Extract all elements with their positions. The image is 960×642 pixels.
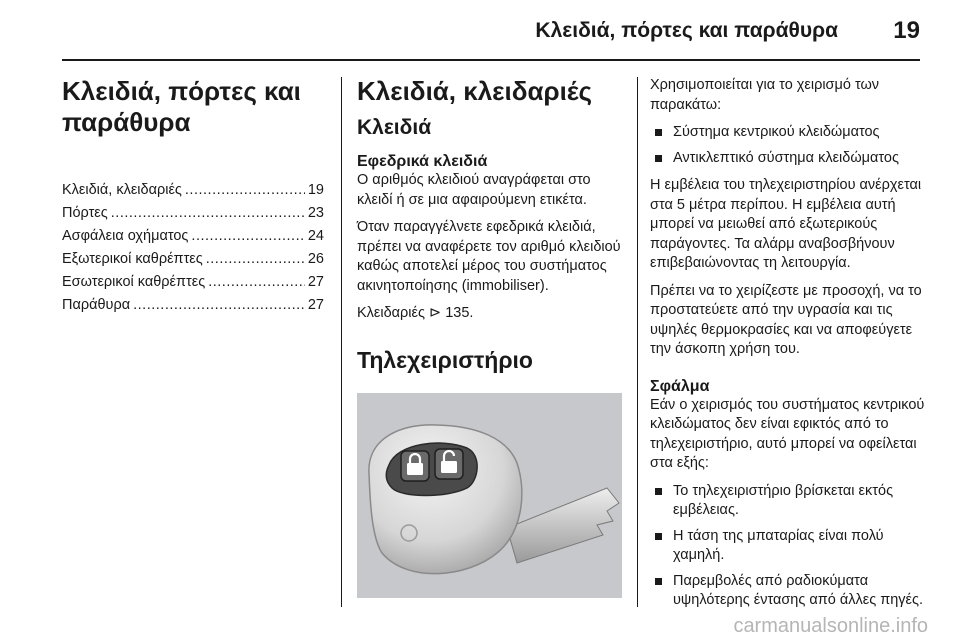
fault-causes-list <box>650 482 925 611</box>
toc-label: Εσωτερικοί καθρέπτες <box>62 274 206 290</box>
keys-section <box>357 76 622 374</box>
toc-entry[interactable] <box>62 297 324 320</box>
chapter-title: Κλειδιά, πόρτες και παράθυρα <box>62 76 301 137</box>
toc-label: Παράθυρα <box>62 297 131 313</box>
header-divider <box>62 59 920 61</box>
toc-page: 27 <box>307 274 324 290</box>
toc-leader <box>133 297 305 313</box>
paragraph: Χρησιμοποιείται για το χειρισμό των παρακάτω: <box>650 77 880 113</box>
table-of-contents <box>62 182 324 320</box>
locks-reference[interactable] <box>357 304 622 324</box>
toc-entry[interactable] <box>62 205 324 228</box>
list-item: Παρεμβολές από ραδιοκύματα υψηλότερης έντασης από άλλες πηγές. <box>650 572 925 611</box>
remote-control-details <box>650 76 925 619</box>
toc-entry[interactable] <box>62 182 324 205</box>
list-item: Η τάση της μπαταρίας είναι πολύ χαμηλή. <box>650 527 925 566</box>
toc-page: 26 <box>307 251 324 267</box>
paragraph: Όταν παραγγέλνετε εφεδρικά κλειδιά, πρέπει να αναφέρετε τον αριθμό κλειδιού καθώς αποτελεί μέρος του συστήματος ακινητοποίησης (immobiliser). <box>357 219 621 294</box>
toc-entry[interactable] <box>62 251 324 274</box>
reference-page: 135. <box>445 305 474 321</box>
paragraph: Ο αριθμός κλειδιού αναγράφεται στο κλειδί ή σε μια αφαιρούμενη ετικέτα. <box>357 172 591 208</box>
arrow-icon: ⊳ <box>429 305 442 321</box>
toc-leader <box>185 182 305 198</box>
toc-label: Ασφάλεια οχήματος <box>62 228 189 244</box>
section-title: Κλειδιά, κλειδαριές <box>357 76 593 106</box>
list-item: Αντικλεπτικό σύστημα κλειδώματος <box>650 149 925 169</box>
column-divider-2 <box>637 77 638 607</box>
toc-leader <box>206 251 305 267</box>
column-divider-1 <box>341 77 342 607</box>
toc-page: 23 <box>307 205 324 221</box>
list-item: Το τηλεχειριστήριο βρίσκεται εκτός εμβέλειας. <box>650 482 925 521</box>
paragraph: Εάν ο χειρισμός του συστήματος κεντρικού κλειδώματος δεν είναι εφικτός από το τηλεχειριστήριο, αυτό μπορεί να οφείλεται στα εξής: <box>650 396 925 471</box>
toc-entry[interactable] <box>62 274 324 297</box>
spare-keys-heading: Εφεδρικά κλειδιά <box>357 153 488 170</box>
list-item: Σύστημα κεντρικού κλειδώματος <box>650 123 925 143</box>
chapter-contents <box>62 76 324 320</box>
toc-label: Εξωτερικοί καθρέπτες <box>62 251 203 267</box>
toc-page: 27 <box>307 297 324 313</box>
paragraph: Η εμβέλεια του τηλεχειριστηρίου ανέρχεται στα 5 μέτρα περίπου. Η εμβέλεια αυτή μπορεί να μειωθεί από εξωτερικούς παράγοντες. Τα αλάρμ αναβοσβήνουν επιβεβαιώνοντας τη λειτουργία. <box>650 177 922 271</box>
running-header-title: Κλειδιά, πόρτες και παράθυρα <box>535 19 838 42</box>
toc-leader <box>191 228 304 244</box>
toc-page: 19 <box>307 182 324 198</box>
fault-heading: Σφάλμα <box>650 377 710 395</box>
subsection-title: Κλειδιά <box>357 116 432 139</box>
page-number: 19 <box>893 17 920 44</box>
toc-entry[interactable] <box>62 228 324 251</box>
toc-label: Κλειδιά, κλειδαριές <box>62 182 182 198</box>
remote-control-heading: Τηλεχειριστήριο <box>357 346 533 373</box>
functions-list <box>650 123 925 168</box>
toc-page: 24 <box>307 228 324 244</box>
key-fob-icon <box>357 393 622 598</box>
toc-leader <box>111 205 305 221</box>
paragraph: Πρέπει να το χειρίζεστε με προσοχή, να το προστατεύετε από την υγρασία και τις υψηλές θερμοκρασίες και να αποφεύγετε την άσκοπη χρήση του. <box>650 282 922 357</box>
watermark: carmanualsonline.info <box>733 615 928 637</box>
reference-label: Κλειδαριές <box>357 305 425 321</box>
toc-leader <box>208 274 305 290</box>
key-fob-illustration <box>357 393 622 598</box>
toc-label: Πόρτες <box>62 205 108 221</box>
